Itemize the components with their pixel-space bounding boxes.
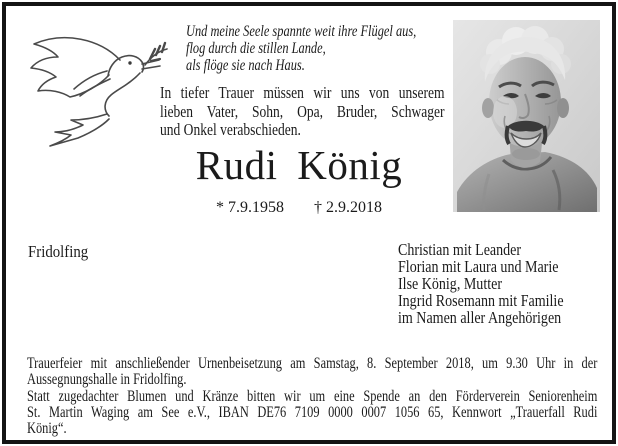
verse-line: Und meine Seele spannte weit ihre Flügel aus,	[186, 23, 417, 40]
donation-line: Statt zugedachter Blumen und Kränze bitten wir um eine Spende an den Förderverein Seniorenheim	[27, 388, 598, 405]
mourners-list	[398, 241, 564, 326]
life-dates	[148, 199, 450, 217]
deceased-name: Rudi König	[195, 142, 403, 188]
portrait-photo	[453, 20, 600, 212]
intro-line: In tiefer Trauer müssen wir uns von unserem	[160, 83, 445, 102]
birth-date: * 7.9.1958	[216, 199, 284, 216]
funeral-info	[27, 356, 597, 388]
donation-line: König“.	[27, 420, 67, 437]
mourner-line: im Namen aller Angehörigen	[398, 308, 562, 327]
memorial-verse	[186, 23, 439, 74]
donation-line: St. Martin Waging am See e.V., IBAN DE76 7109 0000 0007 1056 65, Kennwort „Trauerfall Rudi	[27, 404, 598, 421]
intro-line: lieben Vater, Sohn, Opa, Bruder, Schwager	[160, 101, 445, 121]
place-name: Fridolfing	[28, 242, 89, 261]
mourner-line: Ingrid Rosemann mit Familie	[398, 291, 564, 310]
dove-icon	[12, 26, 170, 148]
death-date: † 2.9.2018	[314, 199, 382, 216]
donation-info	[27, 389, 597, 437]
verse-line: als flöge sie nach Haus.	[186, 57, 305, 74]
intro-paragraph	[160, 84, 445, 140]
intro-line: und Onkel verabschieden.	[160, 120, 301, 140]
mourner-line: Florian mit Laura und Marie	[398, 257, 559, 276]
mourner-line: Christian mit Leander	[398, 240, 522, 259]
funeral-line: Trauerfeier mit anschließender Urnenbeisetzung am Samstag, 8. September 2018, um 9.30 Uhr in der	[27, 355, 598, 372]
mourner-line: Ilse König, Mutter	[398, 274, 503, 293]
funeral-line: Aussegnungshalle in Fridolfing.	[27, 371, 187, 388]
verse-line: flog durch die stillen Lande,	[186, 40, 326, 57]
